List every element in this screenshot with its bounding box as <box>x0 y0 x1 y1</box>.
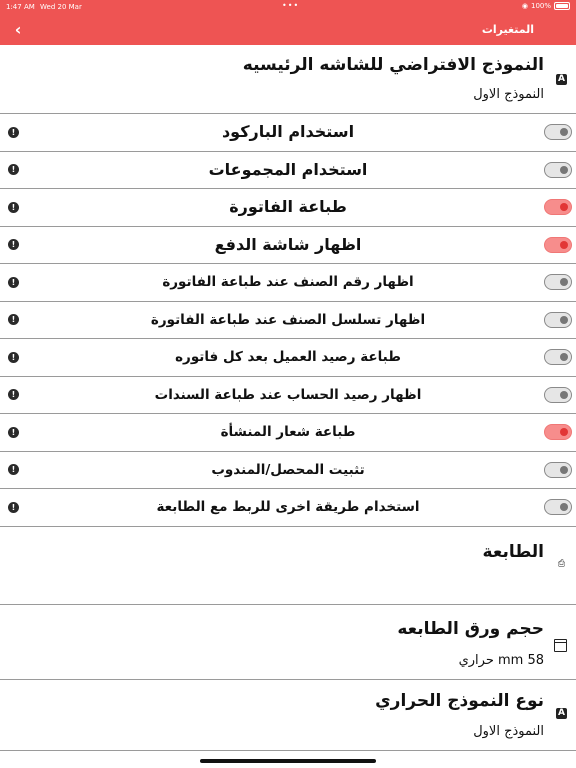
toggle-knob <box>560 316 568 324</box>
setting-toggle[interactable] <box>544 312 572 328</box>
thermal-template-value: النموذج الاول <box>473 723 544 739</box>
setting-label: استخدام طريقة اخرى للربط مع الطابعة <box>156 499 420 515</box>
toggle-knob <box>560 128 568 136</box>
setting-row <box>0 152 576 190</box>
setting-toggle[interactable] <box>544 462 572 478</box>
status-right <box>522 2 570 10</box>
paper-size-value: 58 mm حراري <box>458 652 544 668</box>
info-icon[interactable]: ! <box>8 464 19 475</box>
page-title: المتغيرات <box>481 23 534 36</box>
setting-toggle[interactable] <box>544 499 572 515</box>
toggle-knob <box>560 278 568 286</box>
thermal-template-section[interactable] <box>0 680 576 751</box>
setting-label: اظهار تسلسل الصنف عند طباعة الفاتورة <box>150 311 426 328</box>
info-icon[interactable]: ! <box>8 352 19 363</box>
info-icon[interactable]: ! <box>8 389 19 400</box>
font-icon: A <box>556 74 567 85</box>
toggle-knob <box>560 203 568 211</box>
toggle-knob <box>560 166 568 174</box>
toggle-knob <box>560 503 568 511</box>
setting-toggle[interactable] <box>544 387 572 403</box>
setting-label: اظهار رقم الصنف عند طباعة الفاتورة <box>162 274 414 290</box>
multitask-dots[interactable]: ••• <box>282 1 300 10</box>
setting-label: اظهار شاشة الدفع <box>214 234 362 254</box>
info-icon[interactable]: ! <box>8 314 19 325</box>
thermal-template-title: نوع النموذج الحراري <box>375 690 544 711</box>
setting-toggle[interactable] <box>544 199 572 215</box>
paper-icon <box>554 639 567 652</box>
setting-toggle[interactable] <box>544 124 572 140</box>
info-icon[interactable]: ! <box>8 127 19 138</box>
setting-row <box>0 302 576 340</box>
toggle-knob <box>560 391 568 399</box>
font-icon: A <box>556 708 567 719</box>
printer-icon: ⎙ <box>557 558 566 569</box>
info-icon[interactable]: ! <box>8 277 19 288</box>
setting-row <box>0 264 576 302</box>
toggle-knob <box>560 466 568 474</box>
setting-label: استخدام الباركود <box>221 122 355 141</box>
status-bar <box>0 0 576 14</box>
setting-toggle[interactable] <box>544 274 572 290</box>
toggle-knob <box>560 428 568 436</box>
printer-title: الطابعة <box>482 541 544 562</box>
settings-list <box>0 114 576 527</box>
info-icon[interactable]: ! <box>8 202 19 213</box>
home-template-value: النموذج الاول <box>473 87 544 102</box>
printer-section[interactable] <box>0 527 576 605</box>
info-icon[interactable]: ! <box>8 427 19 438</box>
toggle-knob <box>560 241 568 249</box>
setting-toggle[interactable] <box>544 424 572 440</box>
settings-content <box>0 45 576 751</box>
setting-row <box>0 377 576 415</box>
setting-toggle[interactable] <box>544 237 572 253</box>
battery-percent: 100% <box>530 2 551 10</box>
info-icon[interactable]: ! <box>8 502 19 513</box>
setting-toggle[interactable] <box>544 162 572 178</box>
battery-icon <box>554 2 570 10</box>
navigation-bar <box>0 14 576 45</box>
setting-row <box>0 414 576 452</box>
setting-label: اظهار رصيد الحساب عند طباعة السندات <box>154 386 422 403</box>
setting-label: استخدام المجموعات <box>208 159 368 179</box>
setting-label: طباعة رصيد العميل بعد كل فاتوره <box>175 349 401 365</box>
home-template-title: النموذج الافتراضي للشاشه الرئيسيه <box>242 55 544 75</box>
paper-size-section[interactable] <box>0 605 576 680</box>
home-indicator[interactable] <box>200 759 376 763</box>
setting-label: طباعة شعار المنشأة <box>220 424 356 440</box>
status-time: 1:47 AM <box>6 3 35 11</box>
setting-row <box>0 339 576 377</box>
setting-toggle[interactable] <box>544 349 572 365</box>
setting-row <box>0 189 576 227</box>
setting-label: طباعة الفاتورة <box>229 197 347 216</box>
setting-label: تثبيت المحصل/المندوب <box>211 461 365 478</box>
info-icon[interactable]: ! <box>8 239 19 250</box>
info-icon[interactable]: ! <box>8 164 19 175</box>
home-template-section[interactable] <box>0 45 576 114</box>
setting-row <box>0 452 576 490</box>
setting-row <box>0 227 576 265</box>
toggle-knob <box>560 353 568 361</box>
setting-row <box>0 114 576 152</box>
paper-size-title: حجم ورق الطابعه <box>397 618 544 639</box>
back-chevron-icon[interactable]: ‹ <box>14 20 22 39</box>
setting-row <box>0 489 576 527</box>
status-date: Wed 20 Mar <box>40 3 82 11</box>
wifi-icon: ◉ <box>521 2 528 10</box>
